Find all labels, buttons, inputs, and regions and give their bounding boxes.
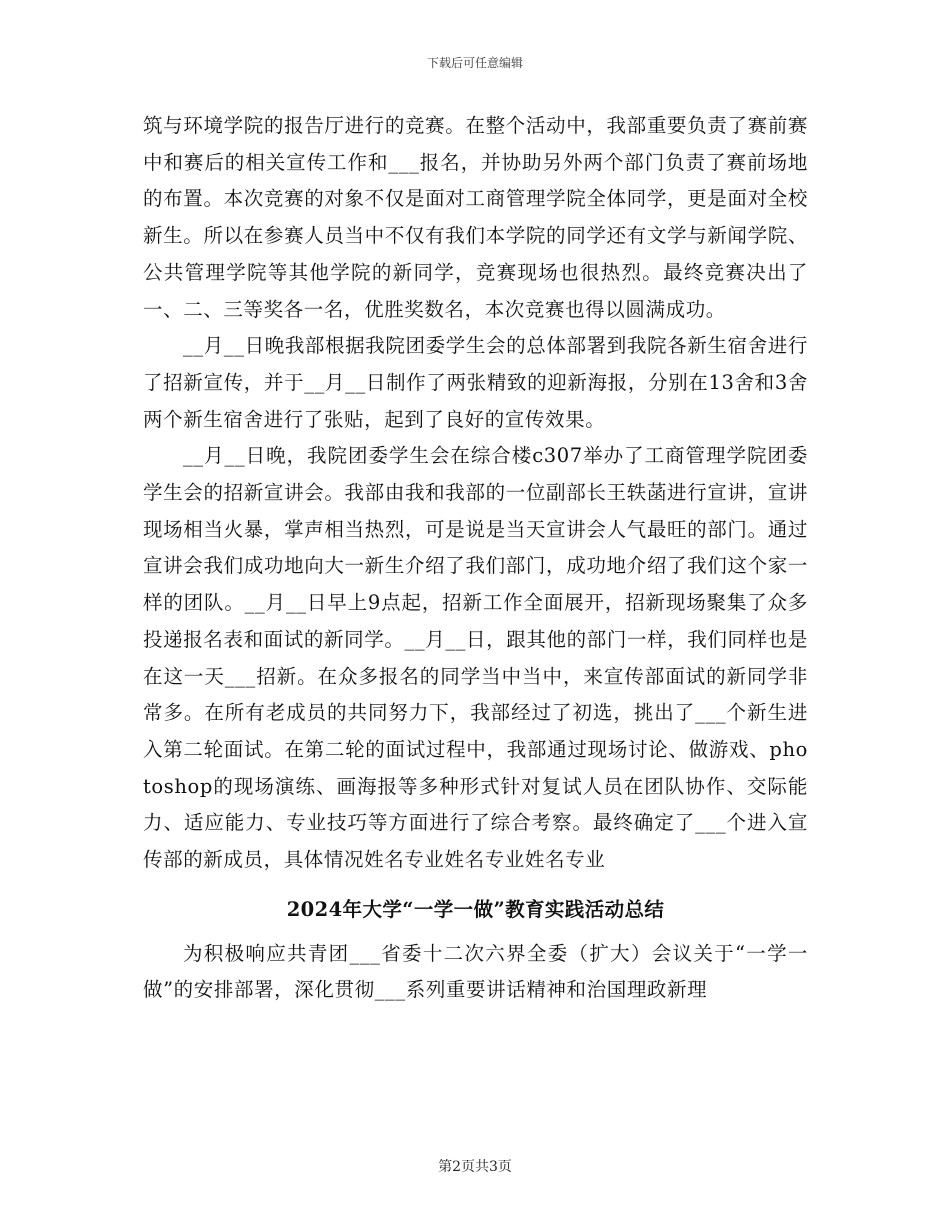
paragraph-1: 筑与环境学院的报告厅进行的竞赛。在整个活动中，我部重要负责了赛前赛中和赛后的相关宣传工作和___报名，并协助另外两个部门负责了赛前场地的布置。本次竞赛的对象不仅是面对工商管理学院全体同学，更是面对全校新生。所以在参赛人员当中不仅有我们本学院的同学还有文学与新闻学院、公共管理学院等其他学院的新同学，竞赛现场也很热烈。最终竞赛决出了一、二、三等奖各一名，优胜奖数名，本次竞赛也得以圆满成功。 (143, 114, 808, 321)
page-footer: 第2页共3页 (438, 1159, 512, 1175)
section-paragraph: 为积极响应共青团___省委十二次六界全委（扩大）会议关于“一学一做”的安排部署，深化贯彻___系列重要讲话精神和治国理政新理 (143, 941, 808, 1002)
paragraph-3: __月__日晚，我院团委学生会在综合楼c307举办了工商管理学院团委学生会的招新宣讲会。我部由我和我部的一位副部长王轶菡进行宣讲，宣讲现场相当火暴，掌声相当热烈，可是说是当天宣讲会人气最旺的部门。通过宣讲会我们成功地向大一新生介绍了我们部门，成功地介绍了我们这个家一样的团队。__月__日早上9点起，招新工作全面展开，招新现场聚集了众多投递报名表和面试的新同学。__月__日，跟其他的部门一样，我们同样也是在这一天___招新。在众多报名的同学当中当中，来宣传部面试的新同学非常多。在所有老成员的共同努力下，我部经过了初选，挑出了___个新生进入第二轮面试。在第二轮的面试过程中，我部通过现场讨论、做游戏、photoshop的现场演练、画海报等多种形式针对复试人员在团队协作、交际能力、适应能力、专业技巧等方面进行了综合考察。最终确定了___个进入宣传部的新成员，具体情况姓名专业姓名专业姓名专业 (143, 444, 808, 872)
section-title: 2024年大学“一学一做”教育实践活动总结 (286, 897, 665, 921)
document-body (143, 108, 808, 1009)
page-header: 下载后可任意编辑 (426, 56, 523, 70)
paragraph-2: __月__日晚我部根据我院团委学生会的总体部署到我院各新生宿舍进行了招新宣传，并于__月__日制作了两张精致的迎新海报，分别在13舍和3舍两个新生宿舍进行了张贴，起到了良好的宣传效果。 (143, 334, 808, 431)
